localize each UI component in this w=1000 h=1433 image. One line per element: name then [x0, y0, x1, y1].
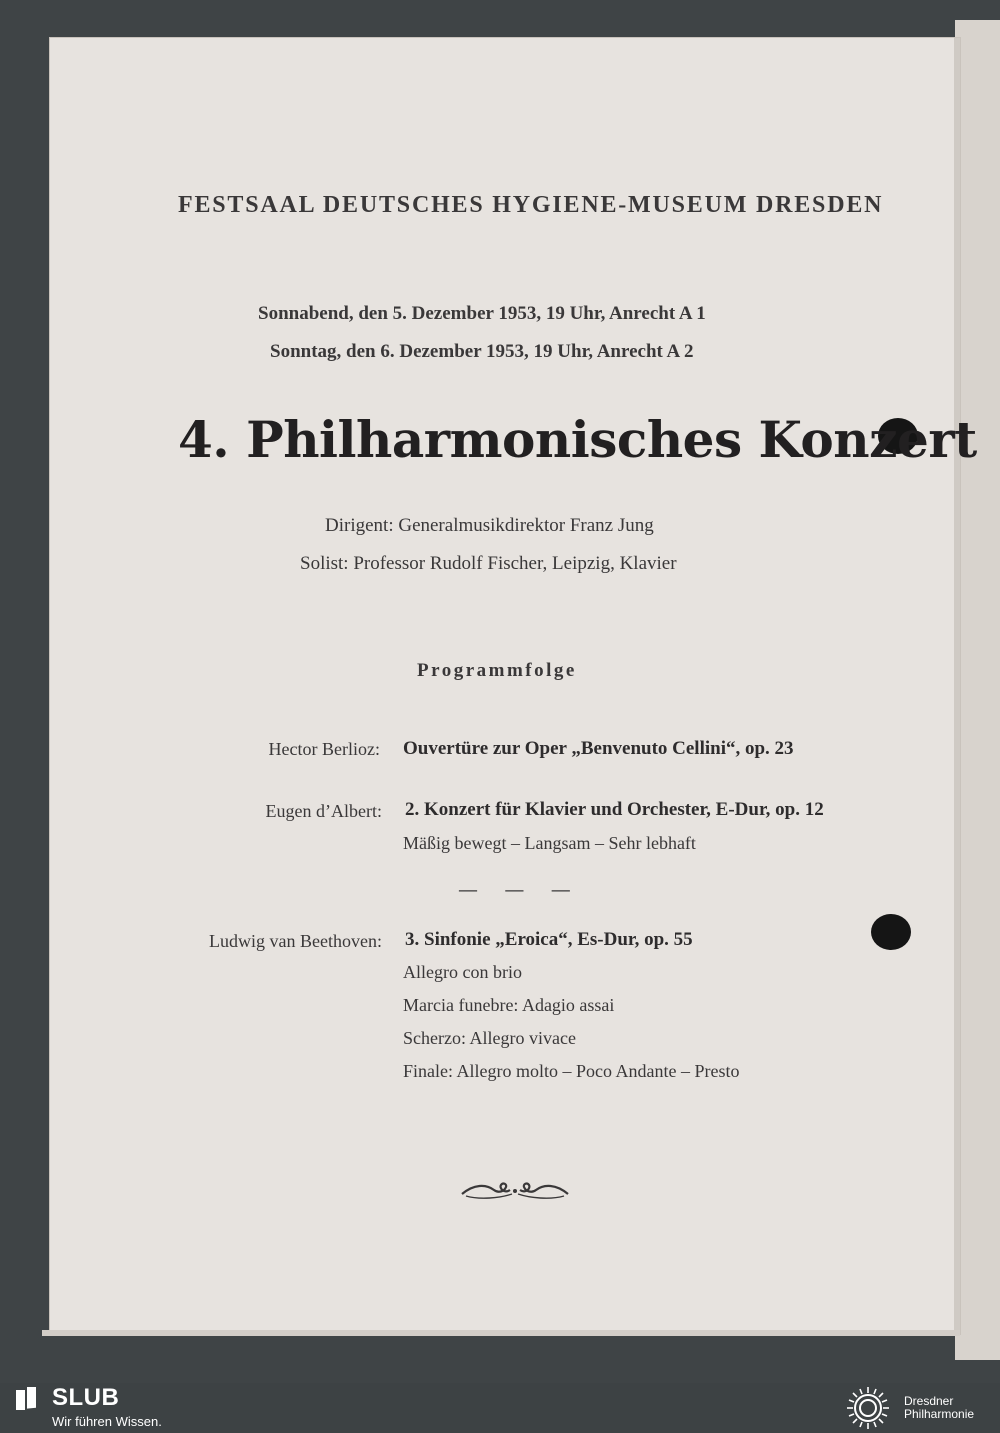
slub-name: SLUB [52, 1384, 120, 1411]
back-sheet-edge [955, 20, 1000, 1360]
philharmonie-logo-icon [842, 1385, 894, 1431]
philharmonie-line1: Dresdner [904, 1394, 954, 1408]
work-dalbert: 2. Konzert für Klavier und Orchester, E-Dur, op. 12 [405, 799, 824, 820]
venue-heading: FESTSAAL DEUTSCHES HYGIENE-MUSEUM DRESDEN [178, 192, 884, 218]
philharmonie-name [904, 1395, 974, 1421]
work-beethoven: 3. Sinfonie „Eroica“, Es-Dur, op. 55 [405, 929, 693, 950]
composer-dalbert: Eugen d’Albert: [265, 801, 382, 821]
composer-beethoven: Ludwig van Beethoven: [209, 931, 382, 951]
sheet-bottom-edge [42, 1330, 960, 1336]
movement-dalbert-1: Mäßig bewegt – Langsam – Sehr lebhaft [403, 833, 696, 853]
date-line-1: Sonnabend, den 5. Dezember 1953, 19 Uhr, Anrecht A 1 [258, 303, 706, 324]
movement-beethoven-3: Scherzo: Allegro vivace [403, 1028, 576, 1048]
program-heading: Programmfolge [417, 660, 577, 681]
movement-beethoven-4: Finale: Allegro molto – Poco Andante – Presto [403, 1061, 740, 1081]
composer-berlioz: Hector Berlioz: [268, 739, 380, 759]
work-berlioz: Ouvertüre zur Oper „Benvenuto Cellini“, op. 23 [403, 738, 794, 759]
soloist-line: Solist: Professor Rudolf Fischer, Leipzig, Klavier [300, 553, 677, 574]
program-sheet [50, 38, 960, 1334]
movement-beethoven-2: Marcia funebre: Adagio assai [403, 995, 615, 1015]
concert-title: 4. Philharmonisches Konzert [178, 410, 977, 469]
date-line-2: Sonntag, den 6. Dezember 1953, 19 Uhr, Anrecht A 2 [270, 341, 694, 362]
philharmonie-line2: Philharmonie [904, 1407, 975, 1421]
slub-logo-icon [14, 1387, 40, 1413]
movement-beethoven-1: Allegro con brio [403, 962, 522, 982]
ornament-icon [460, 1176, 570, 1204]
section-separator: — — — [458, 877, 581, 901]
punch-hole-bottom [871, 914, 911, 950]
slub-tagline: Wir führen Wissen. [52, 1414, 162, 1429]
conductor-line: Dirigent: Generalmusikdirektor Franz Jung [325, 515, 654, 536]
